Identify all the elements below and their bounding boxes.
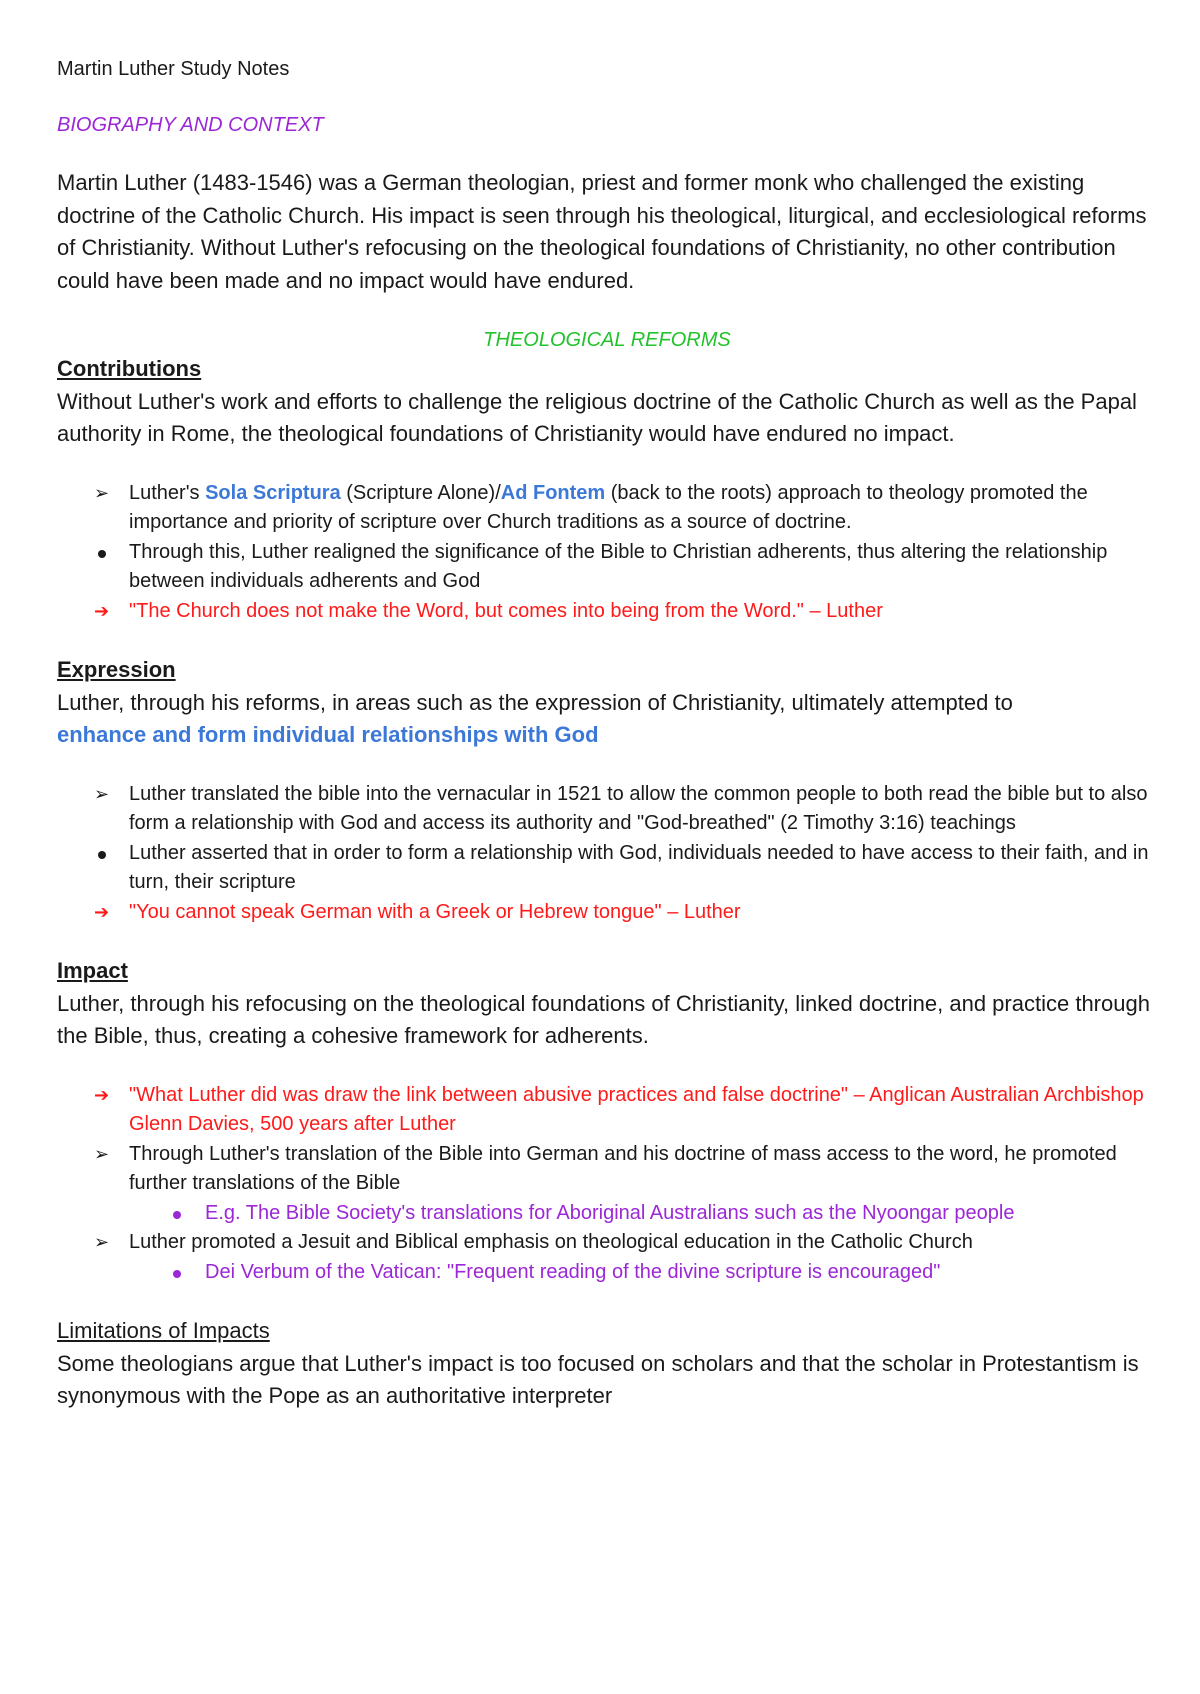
theological-reforms-heading: THEOLOGICAL REFORMS	[483, 329, 731, 351]
list-item	[57, 1081, 1157, 1140]
list-item: E.g. The Bible Society's translations for Aboriginal Australians such as the Nyoongar people	[205, 1201, 1015, 1224]
arrowhead-bullet-icon: ➢	[94, 783, 110, 804]
contributions-paragraph: Without Luther's work and efforts to challenge the religious doctrine of the Catholic Church as well as the Papal authority in Rome, the theological foundations of Christianity would have endured no impact.	[57, 388, 1137, 446]
expression-emphasis: enhance and form individual relationships with God	[57, 722, 599, 747]
contributions-heading: Contributions	[57, 356, 202, 381]
biography-paragraph: Martin Luther (1483-1546) was a German theologian, priest and former monk who challenged the existing doctrine of the Catholic Church. His impact is seen through his theological, liturgical, and ecclesiological reforms of Christianity. Without Luther's refocusing on the theological foundations of Christianity, no other contribution could have been made and no impact would have endured.	[57, 170, 1147, 293]
impact-heading: Impact	[57, 958, 128, 983]
list-item	[57, 597, 1157, 627]
arrow-bullet-icon: ➔	[94, 901, 110, 922]
sola-scriptura-term: Sola Scriptura	[205, 481, 341, 504]
list-item: ➢ Luther translated the bible into the vernacular in 1521 to allow the common people to both read the bible but to also form a relationship with God and access its authority and "God-breathed" (2 Timothy 3:16) teachings	[57, 780, 1157, 839]
limitations-heading: Limitations of Impacts	[57, 1318, 270, 1343]
biography-heading: BIOGRAPHY AND CONTEXT	[57, 114, 324, 136]
document-title: Martin Luther Study Notes	[57, 58, 290, 80]
impact-list	[57, 1081, 1157, 1288]
list-item: Through this, Luther realigned the significance of the Bible to Christian adherents, thus altering the relationship between individuals adherents and God	[129, 540, 1108, 592]
limitations-paragraph: Some theologians argue that Luther's impact is too focused on scholars and that the scholar in Protestantism is synonymous with the Pope as an authoritative interpreter	[57, 1350, 1139, 1408]
list-item: ➢ Luther promoted a Jesuit and Biblical emphasis on theological education in the Catholic Church	[57, 1228, 1157, 1258]
arrowhead-bullet-icon: ➢	[94, 482, 110, 503]
ad-fontem-term: Ad Fontem	[500, 481, 606, 504]
expression-heading: Expression	[57, 657, 176, 682]
list-item: Luther asserted that in order to form a relationship with God, individuals needed to have access to their faith, and in turn, their scripture	[129, 841, 1149, 893]
expression-paragraph: Luther, through his reforms, in areas such as the expression of Christianity, ultimately attempted to	[57, 689, 1013, 715]
impact-paragraph: Luther, through his refocusing on the theological foundations of Christianity, linked doctrine, and practice through the Bible, thus, creating a cohesive framework for adherents.	[57, 990, 1150, 1048]
list-item: Dei Verbum of the Vatican: "Frequent reading of the divine scripture is encouraged"	[205, 1260, 941, 1283]
arrowhead-bullet-icon: ➢	[94, 1232, 110, 1252]
luther-quote: "The Church does not make the Word, but comes into being from the Word." – Luther	[129, 599, 883, 622]
arrow-bullet-icon: ➔	[94, 600, 110, 621]
list-item: ➢ Through Luther's translation of the Bible into German and his doctrine of mass access to the word, he promoted further translations of the Bible	[57, 1140, 1157, 1199]
arrowhead-bullet-icon: ➢	[94, 1143, 110, 1164]
davies-quote: "What Luther did was draw the link between abusive practices and false doctrine" – Anglican Australian Archbishop Glenn Davies, 500 years after Luther	[129, 1083, 1144, 1135]
arrow-bullet-icon: ➔	[94, 1084, 110, 1105]
list-item	[57, 898, 1157, 928]
document-body	[57, 56, 1157, 1413]
list-item: ➢ Luther's Sola Scriptura (Scripture Alone)/Ad Fontem (back to the roots) approach to theology promoted the importance and priority of scripture over Church traditions as a source of doctrine.	[57, 479, 1157, 538]
expression-list	[57, 780, 1157, 928]
contributions-list	[57, 479, 1157, 627]
luther-quote: "You cannot speak German with a Greek or Hebrew tongue" – Luther	[129, 900, 741, 923]
